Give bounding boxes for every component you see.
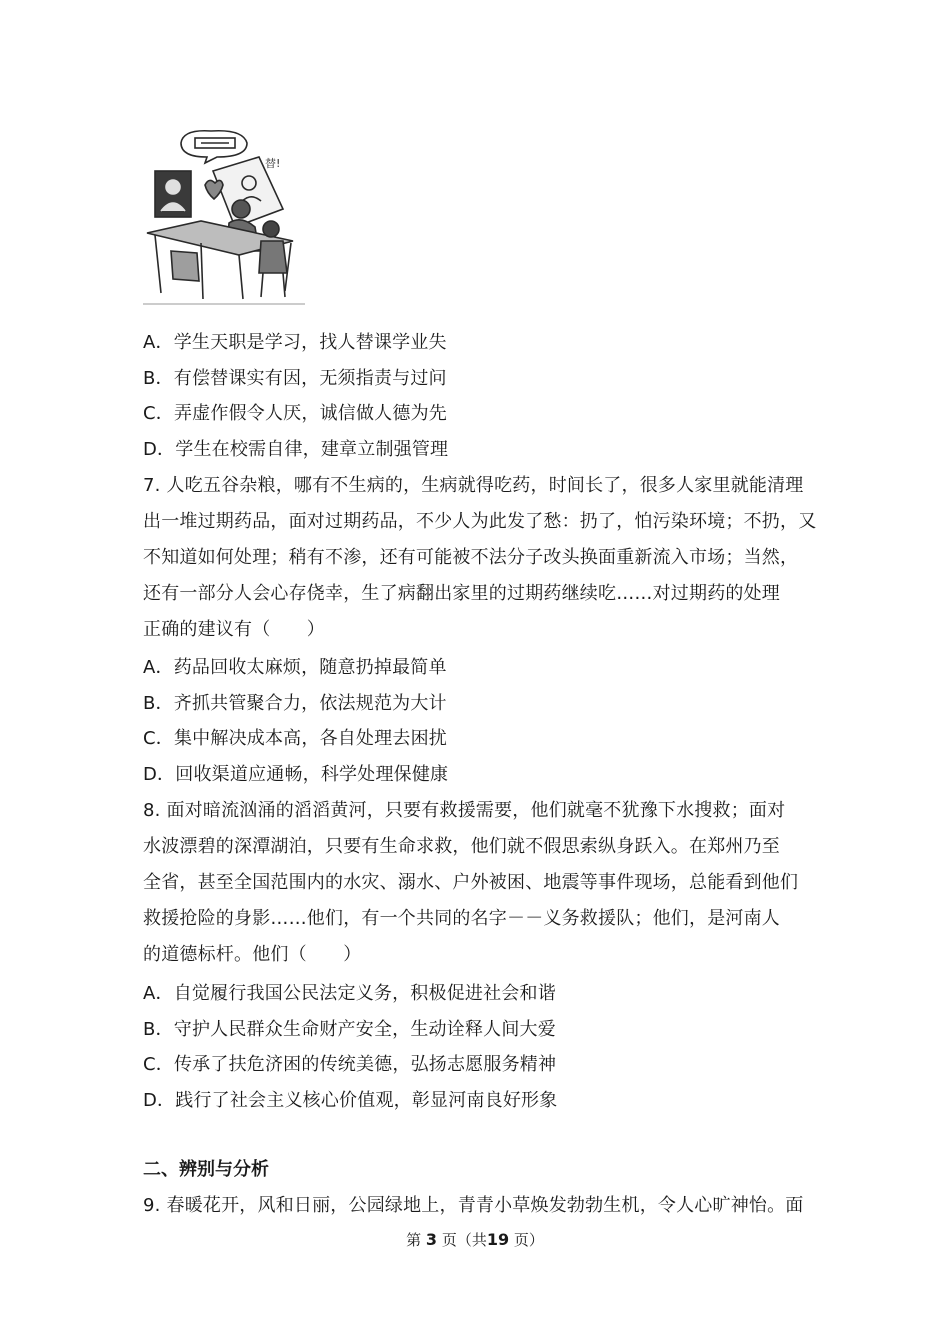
q6-option-a: A．学生天职是学习，找人替课学业失 — [143, 332, 447, 353]
page-footer — [0, 1230, 950, 1250]
q6-option-d: D．学生在校需自律，建章立制强管理 — [143, 439, 449, 460]
footer-suffix: 页） — [513, 1231, 544, 1249]
footer-prefix: 第 — [406, 1231, 422, 1249]
section-heading: 二、辨别与分析 — [143, 1159, 269, 1180]
q8-stem-line: 全省，甚至全国范围内的水灾、溺水、户外被困、地震等事件现场，总能看到他们 — [143, 872, 799, 893]
q6-option-b: B．有偿替课实有因，无须指责与过问 — [143, 368, 447, 389]
q7-stem-line: 还有一部分人会心存侥幸，生了病翻出家里的过期药继续吃……对过期药的处理 — [143, 583, 780, 604]
q8-stem-line: 水波漂碧的深潭湖泊，只要有生命求救，他们就不假思索纵身跃入。在郑州乃至 — [143, 836, 780, 857]
q8-stem-line: 8. 面对暗流汹涌的滔滔黄河，只要有救援需要，他们就毫不犹豫下水搜救；面对 — [143, 800, 786, 821]
q8-option-b: B．守护人民群众生命财产安全，生动诠释人间大爱 — [143, 1019, 556, 1040]
q8-option-a: A．自觉履行我国公民法定义务，积极促进社会和谐 — [143, 983, 556, 1004]
footer-total-pages: 19 — [486, 1230, 510, 1249]
svg-text:替!: 替! — [265, 157, 281, 170]
q7-stem-line: 不知道如何处理；稍有不渗，还有可能被不法分子改头换面重新流入市场；当然， — [143, 547, 799, 568]
q8-option-d: D．践行了社会主义核心价值观，彰显河南良好形象 — [143, 1090, 558, 1111]
q9-stem-line: 9. 春暖花开，风和日丽，公园绿地上，青青小草焕发勃勃生机，令人心旷神怡。面 — [143, 1195, 804, 1216]
footer-middle: 页（共 — [441, 1231, 487, 1249]
footer-page-number: 3 — [425, 1230, 438, 1249]
q7-stem-line: 正确的建议有（ ） — [143, 619, 325, 640]
q7-option-d: D．回收渠道应通畅，科学处理保健康 — [143, 764, 449, 785]
q7-option-c: C．集中解决成本高，各自处理去困扰 — [143, 728, 447, 749]
q7-option-b: B．齐抓共管聚合力，依法规范为大计 — [143, 693, 447, 714]
q8-stem-line: 救援抢险的身影……他们，有一个共同的名字－－义务救援队；他们，是河南人 — [143, 908, 780, 929]
cartoon-illustration — [143, 123, 305, 305]
q7-stem-line: 出一堆过期药品，面对过期药品，不少人为此发了愁：扔了，怕污染环境；不扔，又 — [143, 511, 817, 532]
q7-stem-line: 7. 人吃五谷杂粮，哪有不生病的，生病就得吃药，时间长了，很多人家里就能清理 — [143, 475, 804, 496]
q6-option-c: C．弄虚作假令人厌，诚信做人德为先 — [143, 403, 447, 424]
q7-option-a: A．药品回收太麻烦，随意扔掉最简单 — [143, 657, 447, 678]
q8-option-c: C．传承了扶危济困的传统美德，弘扬志愿服务精神 — [143, 1054, 557, 1075]
q8-stem-line: 的道德标杆。他们（ ） — [143, 944, 362, 965]
